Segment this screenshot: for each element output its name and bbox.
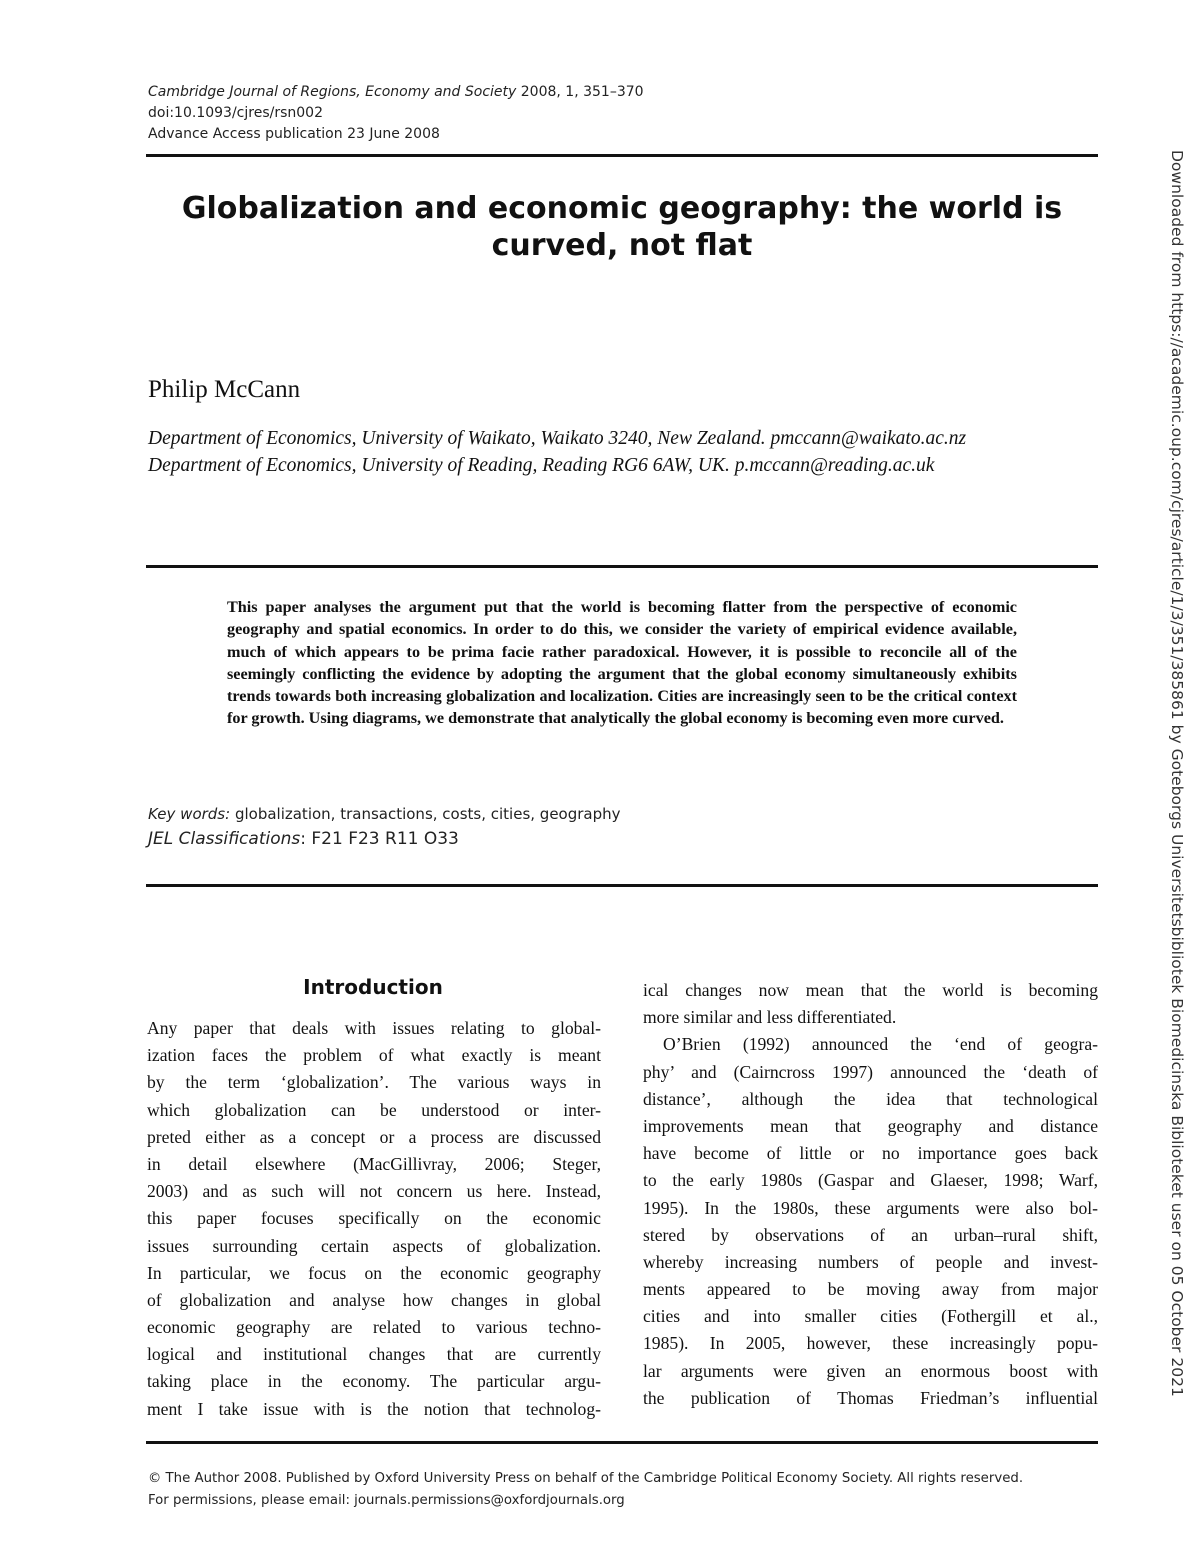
journal-header [148, 82, 968, 145]
abstract: This paper analyses the argument put that the world is becoming flatter from the perspective of economic geography and spatial economics. In order to do this, we consider the variety of empirical evidence available, much of which appears to be prima facie rather paradoxical. However, it is possible to reconcile all of the seemingly conflicting the evidence by adopting the argument that the global economy simultaneously exhibits trends towards both increasing globalization and localization. Cities are increasingly seen to be the critical context for growth. Using diagrams, we demonstrate that analytically the global economy is becoming even more curved. [227, 598, 1017, 728]
body-text-line: O’Brien (1992) announced the ‘end of geogra- [663, 1034, 1098, 1055]
body-text-line: 1985). In 2005, however, these increasingly popu- [643, 1333, 1098, 1354]
body-text-line: phy’ and (Cairncross 1997) announced the ‘death of [643, 1061, 1098, 1082]
article-title [146, 190, 1098, 264]
body-column-left [147, 1015, 601, 1423]
body-text-line: preted either as a concept or a process are discussed [147, 1126, 601, 1147]
body-text-line: ization faces the problem of what exactly is meant [147, 1045, 601, 1066]
jel-label: JEL Classifications [148, 829, 301, 849]
body-text-line: In particular, we focus on the economic geography [147, 1262, 601, 1283]
body-text-line: to the early 1980s (Gaspar and Glaeser, 1998; Warf, [643, 1170, 1098, 1191]
doi[interactable]: doi:10.1093/cjres/rsn002 [148, 105, 323, 121]
body-text-line: stered by observations of an urban–rural shift, [643, 1224, 1098, 1245]
body-text-line: have become of little or no importance goes back [643, 1143, 1098, 1164]
abstract-bottom-rule [146, 884, 1098, 887]
body-text-line: ment I take issue with is the notion that technolog- [147, 1398, 601, 1419]
journal-citation [148, 82, 968, 103]
article-title-line-2: curved, not flat [491, 228, 753, 263]
body-text-line: issues surrounding certain aspects of globalization. [147, 1235, 601, 1256]
journal-volume-pages: 2008, 1, 351–370 [516, 84, 644, 100]
keywords-value: globalization, transactions, costs, cities, geography [230, 805, 621, 823]
body-text-line: distance’, although the idea that technological [643, 1088, 1098, 1109]
jel-value: : F21 F23 R11 O33 [300, 829, 459, 849]
advance-access-date: Advance Access publication 23 June 2008 [148, 126, 440, 142]
permissions-notice: For permissions, please email: journals.permissions@oxfordjournals.org [148, 1493, 625, 1508]
affiliation-waikato: Department of Economics, University of Waikato, Waikato 3240, New Zealand. pmccann@waikato.ac.nz [148, 428, 967, 449]
body-text-line: improvements mean that geography and distance [643, 1115, 1098, 1136]
affiliation-reading: Department of Economics, University of Reading, Reading RG6 6AW, UK. p.mccann@reading.ac.uk [148, 455, 935, 476]
keywords-label: Key words: [148, 805, 231, 823]
body-text-line: 1995). In the 1980s, these arguments were also bol- [643, 1197, 1098, 1218]
abstract-top-rule [146, 565, 1098, 568]
body-text-line: logical and institutional changes that are currently [147, 1344, 601, 1365]
body-text-line: by the term ‘globalization’. The various ways in [147, 1072, 601, 1093]
copyright-footer [148, 1468, 1108, 1512]
body-text-line: more similar and less differentiated. [643, 1007, 897, 1028]
author-affiliations [148, 425, 1108, 479]
section-heading-introduction: Introduction [303, 975, 443, 999]
body-text-line: this paper focuses specifically on the economic [147, 1208, 601, 1229]
body-text-line: of globalization and analyse how changes in global [147, 1289, 601, 1310]
body-text-line: economic geography are related to various techno- [147, 1317, 601, 1338]
body-text-line: ical changes now mean that the world is becoming [643, 980, 1098, 1000]
body-text-line: whereby increasing numbers of people and invest- [643, 1251, 1098, 1272]
body-text-line: the publication of Thomas Friedman’s influential [643, 1387, 1098, 1408]
body-text-line: cities and into smaller cities (Fothergill et al., [643, 1306, 1098, 1327]
keywords-line [148, 802, 621, 827]
body-text-line: taking place in the economy. The particular argu- [147, 1371, 601, 1392]
copyright-notice: © The Author 2008. Published by Oxford University Press on behalf of the Cambridge Political Economy Society. All rights reserved. [148, 1471, 1024, 1486]
body-text-line: in detail elsewhere (MacGillivray, 2006; Steger, [147, 1153, 601, 1174]
body-text-line: 2003) and as such will not concern us here. Instead, [147, 1181, 601, 1202]
header-rule [146, 154, 1098, 157]
keywords-block [148, 802, 621, 852]
article-title-line-1: Globalization and economic geography: the world is [181, 191, 1063, 226]
download-watermark: Downloaded from https://academic.oup.com/cjres/article/1/3/351/385861 by Goteborgs Universitetsbibliotek Biomedicinska Biblioteket user on 05 October 2021 [1168, 150, 1186, 1397]
body-column-right [643, 977, 1098, 1412]
body-text-line: ments appeared to be moving away from major [643, 1279, 1098, 1300]
footer-rule [146, 1441, 1098, 1444]
journal-name: Cambridge Journal of Regions, Economy and Society [148, 84, 517, 100]
body-text-line: lar arguments were given an enormous boost with [643, 1360, 1098, 1381]
body-text-line: which globalization can be understood or inter- [147, 1099, 601, 1120]
body-text-line: Any paper that deals with issues relating to global- [147, 1018, 601, 1038]
jel-line [148, 827, 621, 852]
author-name: Philip McCann [148, 376, 301, 403]
